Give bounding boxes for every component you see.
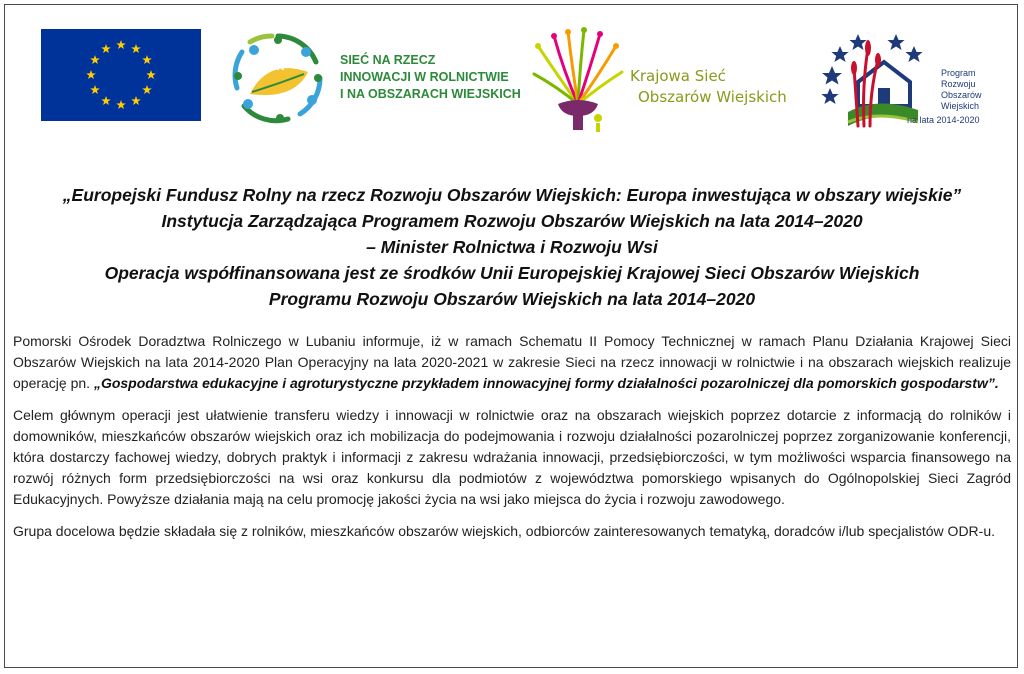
heading-line-2: Instytucja Zarządzająca Programem Rozwoju Obszarów Wiejskich na lata 2014–2020 [161,211,863,231]
document-body [13,331,1011,553]
ksow-line-2: Obszarów Wiejskich [638,88,787,106]
ksow-plant-icon [528,26,628,136]
prow-line-2: Rozwoju [941,79,976,89]
paragraph-goal: Celem głównym operacji jest ułatwienie transferu wiedzy i innowacji w rolnictwie oraz na obszarach wiejskich poprzez dotarcie z informacją do rolników i domowników, mieszkańców obszarów wiejskich oraz ich mobilizacja do podejmowania i rozwoju działalności pozarolniczej poprzez zorganizowanie konferencji, która dostarczy fachowej wiedzy, dobrych praktyk i informacji z zakresu wdrażania innowacji, przedsiębiorczości, w tym możliwości wsparcia finansowego na rozwój różnych form przedsiębiorczości na wsi oraz konkursu dla podmiotów z województwa pomorskiego wpisanych do Ogólnopolskiej Sieci Zagród Edukacyjnych. Powyższe działania mają na celu promocję jakości życia na wsi jako miejsca do życia i rozwoju zawodowego. [13,407,1011,507]
operation-title: „Gospodarstwa edukacyjne i agroturystyczne przykładem innowacyjnej formy działalności pozarolniczej dla pomorskich gospodarstw”. [93,375,999,391]
sir-line-3: I NA OBSZARACH WIEJSKICH [340,87,521,101]
sir-line-1: SIEĆ NA RZECZ [340,53,436,67]
sir-network-logo [228,28,538,128]
eu-flag-logo [41,29,201,121]
prow-line-3: Obszarów [941,90,982,100]
heading-line-4: Operacja współfinansowana jest ze środków Unii Europejskiej Krajowej Sieci Obszarów Wiejskich [104,263,920,283]
prow-logo [818,26,1008,138]
heading-line-3: – Minister Rolnictwa i Rozwoju Wsi [366,237,658,257]
prow-line-1: Program [941,68,976,78]
sir-logo-text [340,52,521,103]
document-heading [0,182,1024,312]
heading-line-1: „Europejski Fundusz Rolny na rzecz Rozwoju Obszarów Wiejskich: Europa inwestująca w obszary wiejskie” [62,185,962,205]
heading-line-5: Programu Rozwoju Obszarów Wiejskich na lata 2014–2020 [268,289,756,309]
sir-line-2: INNOWACJI W ROLNICTWIE [340,70,509,84]
prow-line-4: Wiejskich [941,101,980,111]
prow-logo-text [907,68,982,126]
ksow-logo-text [630,66,787,108]
sir-badge-text: SIR [266,61,285,73]
prow-line-5: na lata 2014-2020 [907,115,980,125]
intro-text: Pomorski Ośrodek Doradztwa Rolniczego w Lubaniu informuje, iż w ramach Schematu II Pomocy Technicznej w ramach Planu Działania Krajowej Sieci Obszarów Wiejskich na lata 2014-2020 Plan Operacyjny na lata 2020-2021 w zakresie Sieci na rzecz innowacji w rolnictwie i na obszarach wiejskich realizuje operację pn. [13,333,1011,391]
ksow-line-1: Krajowa Sieć [630,67,726,85]
ksow-logo [528,26,818,136]
paragraph-target-group: Grupa docelowa będzie składała się z rolników, mieszkańców obszarów wiejskich, odbiorców zainteresowanych tematyką, doradców i/lub specjalistów ODR-u. [13,523,996,539]
paragraph-intro [13,331,1011,394]
logo-bar [0,0,1024,150]
sir-emblem-icon [228,28,328,128]
